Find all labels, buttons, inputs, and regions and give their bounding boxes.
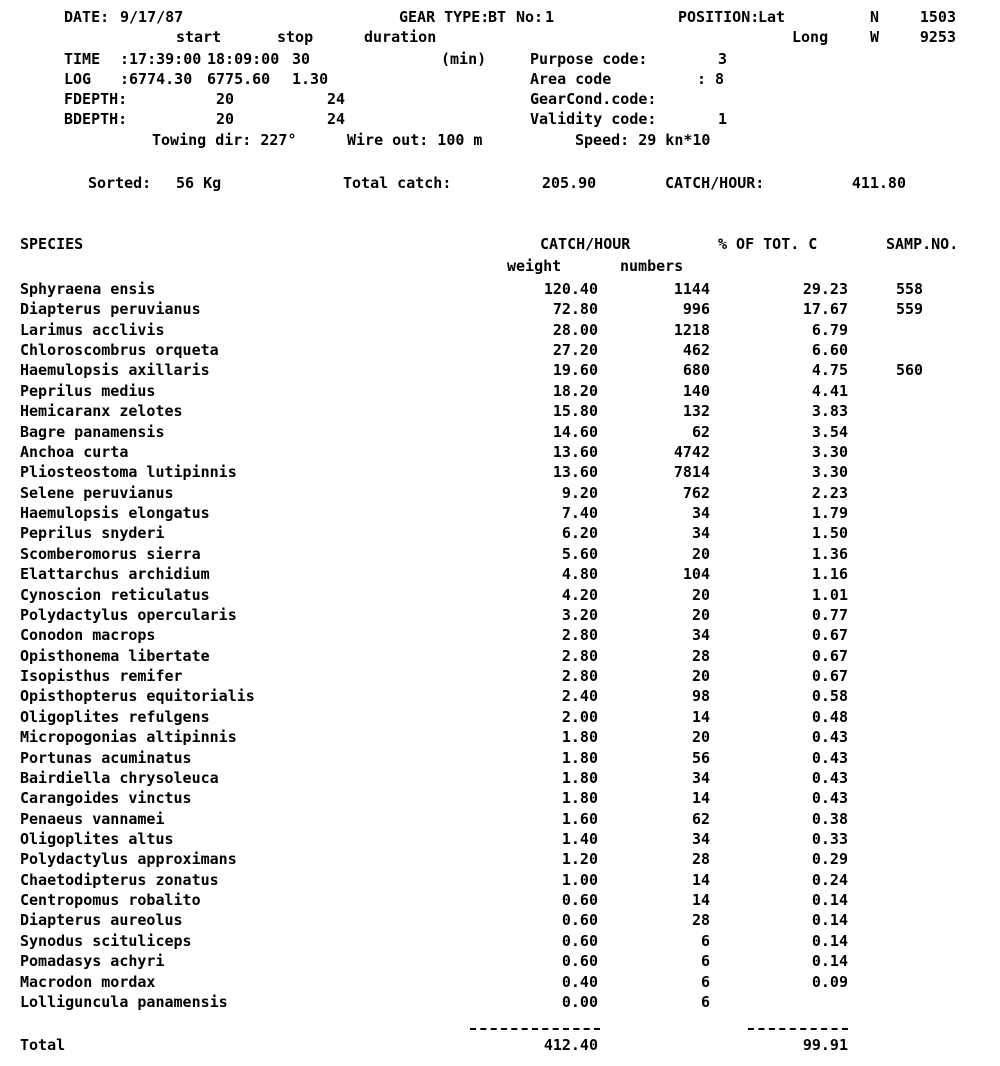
catch-numbers: 62 (691, 423, 710, 441)
catch-weight: 0.40 (561, 973, 598, 991)
species-name: Chaetodipterus zonatus (20, 871, 219, 889)
long-value: 9253 (919, 28, 956, 46)
log-stop: 6775.60 (207, 70, 271, 88)
species-name: Diapterus peruvianus (20, 300, 201, 318)
species-name: Chloroscombrus orqueta (20, 341, 219, 359)
lat-value: 1503 (919, 8, 956, 26)
catch-weight: 0.00 (561, 993, 598, 1011)
sample-number: 560 (896, 361, 924, 379)
percent-of-total: 3.83 (811, 402, 848, 420)
species-name: Sphyraena ensis (20, 280, 156, 298)
percent-total-column-header: % OF TOT. C (718, 235, 818, 253)
catch-weight: 0.60 (561, 952, 598, 970)
species-name: Bairdiella chrysoleuca (20, 769, 219, 787)
purpose-code-value: 3 (718, 50, 728, 68)
catch-numbers: 1218 (673, 321, 710, 339)
sample-number-column-header: SAMP.NO. (886, 235, 959, 253)
percent-total-rule (748, 1028, 848, 1030)
catch-weight: 2.80 (561, 647, 598, 665)
long-label: Long (792, 28, 829, 46)
catch-numbers: 6 (700, 952, 710, 970)
catch-numbers: 20 (691, 728, 710, 746)
percent-of-total: 0.43 (811, 789, 848, 807)
species-name: Peprilus snyderi (20, 524, 165, 542)
catch-numbers: 28 (691, 647, 710, 665)
catch-weight: 1.80 (561, 749, 598, 767)
gear-type-value: BT (488, 8, 507, 26)
catch-numbers: 762 (682, 484, 710, 502)
species-name: Larimus acclivis (20, 321, 165, 339)
catch-numbers: 7814 (673, 463, 710, 481)
species-name: Micropogonias altipinnis (20, 728, 237, 746)
species-name: Penaeus vannamei (20, 810, 165, 828)
percent-of-total: 1.01 (811, 586, 848, 604)
date-label: DATE: (64, 8, 110, 26)
catch-numbers: 104 (682, 565, 710, 583)
validity-code-label: Validity code: (530, 110, 657, 128)
bdepth-stop: 24 (327, 110, 346, 128)
percent-of-total: 0.43 (811, 749, 848, 767)
lat-label: Lat (758, 8, 786, 26)
species-name: Bagre panamensis (20, 423, 165, 441)
catch-numbers: 462 (682, 341, 710, 359)
catch-numbers: 28 (691, 850, 710, 868)
purpose-code-label: Purpose code: (530, 50, 648, 68)
species-name: Oligoplites altus (20, 830, 174, 848)
species-name: Peprilus medius (20, 382, 156, 400)
species-name: Polydactylus approximans (20, 850, 237, 868)
fdepth-stop: 24 (327, 90, 346, 108)
catch-weight: 0.60 (561, 891, 598, 909)
total-catch-value: 205.90 (542, 174, 597, 192)
catch-weight: 14.60 (552, 423, 598, 441)
percent-of-total: 4.41 (811, 382, 848, 400)
catch-numbers: 14 (691, 891, 710, 909)
catch-weight: 0.60 (561, 932, 598, 950)
percent-of-total: 0.14 (811, 932, 848, 950)
col-stop-label: stop (277, 28, 314, 46)
total-percent: 99.91 (802, 1036, 848, 1054)
catch-numbers: 4742 (673, 443, 710, 461)
species-name: Portunas acuminatus (20, 749, 192, 767)
total-weight: 412.40 (543, 1036, 598, 1054)
total-catch-label: Total catch: (343, 174, 452, 192)
percent-of-total: 0.14 (811, 952, 848, 970)
sample-number: 559 (896, 300, 924, 318)
total-label: Total (20, 1036, 66, 1054)
col-start-label: start (176, 28, 222, 46)
percent-of-total: 0.67 (811, 647, 848, 665)
percent-of-total: 0.67 (811, 667, 848, 685)
catch-weight: 3.20 (561, 606, 598, 624)
catch-weight: 5.60 (561, 545, 598, 563)
catch-numbers: 6 (700, 932, 710, 950)
gear-type-label: GEAR TYPE: (399, 8, 490, 26)
catch-weight: 2.00 (561, 708, 598, 726)
catch-weight: 13.60 (552, 443, 598, 461)
species-name: Scomberomorus sierra (20, 545, 201, 563)
species-name: Anchoa curta (20, 443, 129, 461)
catch-weight: 18.20 (552, 382, 598, 400)
species-name: Hemicaranx zelotes (20, 402, 183, 420)
species-name: Centropomus robalito (20, 891, 201, 909)
catch-hour-column-header: CATCH/HOUR (540, 235, 631, 253)
time-unit: (min) (441, 50, 487, 68)
percent-of-total: 0.77 (811, 606, 848, 624)
catch-numbers: 34 (691, 769, 710, 787)
sorted-label: Sorted: (88, 174, 152, 192)
catch-numbers: 6 (700, 993, 710, 1011)
numbers-subheader: numbers (620, 257, 684, 275)
log-duration: 1.30 (292, 70, 329, 88)
gearcond-code-label: GearCond.code: (530, 90, 657, 108)
catch-per-hour-value: 411.80 (851, 174, 906, 192)
catch-numbers: 62 (691, 810, 710, 828)
catch-weight: 19.60 (552, 361, 598, 379)
catch-numbers: 6 (700, 973, 710, 991)
fdepth-start: 20 (216, 90, 235, 108)
catch-weight: 1.40 (561, 830, 598, 848)
percent-of-total: 1.79 (811, 504, 848, 522)
catch-numbers: 20 (691, 667, 710, 685)
log-label: LOG (64, 70, 92, 88)
percent-of-total: 0.38 (811, 810, 848, 828)
species-name: Conodon macrops (20, 626, 156, 644)
catch-numbers: 34 (691, 504, 710, 522)
catch-numbers: 132 (682, 402, 710, 420)
log-start: :6774.30 (120, 70, 193, 88)
catch-weight: 120.40 (543, 280, 598, 298)
catch-weight: 6.20 (561, 524, 598, 542)
percent-of-total: 6.60 (811, 341, 848, 359)
species-name: Synodus scituliceps (20, 932, 192, 950)
weight-subheader: weight (507, 257, 562, 275)
time-stop: 18:09:00 (207, 50, 280, 68)
time-start: :17:39:00 (120, 50, 202, 68)
catch-weight: 2.80 (561, 667, 598, 685)
species-name: Macrodon mordax (20, 973, 156, 991)
position-label: POSITION: (678, 8, 760, 26)
catch-weight: 1.80 (561, 728, 598, 746)
wire-out: Wire out: 100 m (347, 131, 483, 149)
catch-weight: 15.80 (552, 402, 598, 420)
catch-numbers: 34 (691, 626, 710, 644)
validity-code-value: 1 (718, 110, 728, 128)
catch-weight: 2.80 (561, 626, 598, 644)
catch-numbers: 98 (691, 687, 710, 705)
catch-weight: 1.80 (561, 769, 598, 787)
area-code-label: Area code (530, 70, 612, 88)
catch-per-hour-label: CATCH/HOUR: (665, 174, 765, 192)
percent-of-total: 3.30 (811, 463, 848, 481)
percent-of-total: 0.24 (811, 871, 848, 889)
species-name: Haemulopsis elongatus (20, 504, 210, 522)
species-name: Elattarchus archidium (20, 565, 210, 583)
gear-no-label: No: (516, 8, 544, 26)
towing-direction: Towing dir: 227° (152, 131, 297, 149)
catch-weight: 28.00 (552, 321, 598, 339)
long-hemisphere: W (870, 28, 880, 46)
bdepth-label: BDEPTH: (64, 110, 128, 128)
catch-weight: 2.40 (561, 687, 598, 705)
catch-numbers: 996 (682, 300, 710, 318)
percent-of-total: 17.67 (802, 300, 848, 318)
percent-of-total: 0.67 (811, 626, 848, 644)
species-name: Selene peruvianus (20, 484, 174, 502)
species-name: Lolliguncula panamensis (20, 993, 228, 1011)
percent-of-total: 3.54 (811, 423, 848, 441)
species-name: Pliosteostoma lutipinnis (20, 463, 237, 481)
time-duration: 30 (292, 50, 311, 68)
species-name: Diapterus aureolus (20, 911, 183, 929)
towing-speed: Speed: 29 kn*10 (575, 131, 711, 149)
fdepth-label: FDEPTH: (64, 90, 128, 108)
sample-number: 558 (896, 280, 924, 298)
percent-of-total: 0.33 (811, 830, 848, 848)
catch-numbers: 34 (691, 524, 710, 542)
percent-of-total: 2.23 (811, 484, 848, 502)
gear-no-value: 1 (545, 8, 555, 26)
species-name: Polydactylus opercularis (20, 606, 237, 624)
catch-weight: 1.80 (561, 789, 598, 807)
species-name: Opisthonema libertate (20, 647, 210, 665)
percent-of-total: 0.14 (811, 891, 848, 909)
catch-numbers: 28 (691, 911, 710, 929)
catch-numbers: 56 (691, 749, 710, 767)
weight-total-rule (470, 1028, 600, 1030)
catch-numbers: 14 (691, 789, 710, 807)
catch-numbers: 14 (691, 708, 710, 726)
percent-of-total: 0.29 (811, 850, 848, 868)
catch-numbers: 20 (691, 606, 710, 624)
catch-numbers: 34 (691, 830, 710, 848)
catch-numbers: 20 (691, 586, 710, 604)
percent-of-total: 0.14 (811, 911, 848, 929)
percent-of-total: 1.16 (811, 565, 848, 583)
catch-numbers: 140 (682, 382, 710, 400)
percent-of-total: 1.50 (811, 524, 848, 542)
percent-of-total: 3.30 (811, 443, 848, 461)
percent-of-total: 0.48 (811, 708, 848, 726)
catch-weight: 7.40 (561, 504, 598, 522)
species-name: Isopisthus remifer (20, 667, 183, 685)
catch-weight: 72.80 (552, 300, 598, 318)
species-name: Haemulopsis axillaris (20, 361, 210, 379)
sorted-value: 56 Kg (176, 174, 222, 192)
catch-weight: 1.20 (561, 850, 598, 868)
col-duration-label: duration (364, 28, 437, 46)
percent-of-total: 0.09 (811, 973, 848, 991)
species-name: Opisthopterus equitorialis (20, 687, 255, 705)
catch-numbers: 680 (682, 361, 710, 379)
catch-weight: 4.20 (561, 586, 598, 604)
species-name: Pomadasys achyri (20, 952, 165, 970)
date-value: 9/17/87 (120, 8, 184, 26)
species-name: Cynoscion reticulatus (20, 586, 210, 604)
lat-hemisphere: N (870, 8, 880, 26)
time-label: TIME (64, 50, 101, 68)
percent-of-total: 6.79 (811, 321, 848, 339)
catch-numbers: 14 (691, 871, 710, 889)
catch-weight: 1.60 (561, 810, 598, 828)
percent-of-total: 1.36 (811, 545, 848, 563)
percent-of-total: 4.75 (811, 361, 848, 379)
catch-weight: 0.60 (561, 911, 598, 929)
catch-numbers: 20 (691, 545, 710, 563)
percent-of-total: 0.58 (811, 687, 848, 705)
catch-weight: 27.20 (552, 341, 598, 359)
catch-weight: 13.60 (552, 463, 598, 481)
percent-of-total: 0.43 (811, 728, 848, 746)
area-code-value: : 8 (697, 70, 725, 88)
species-name: Oligoplites refulgens (20, 708, 210, 726)
catch-weight: 1.00 (561, 871, 598, 889)
species-name: Carangoides vinctus (20, 789, 192, 807)
catch-weight: 9.20 (561, 484, 598, 502)
species-column-header: SPECIES (20, 235, 84, 253)
catch-weight: 4.80 (561, 565, 598, 583)
bdepth-start: 20 (216, 110, 235, 128)
percent-of-total: 0.43 (811, 769, 848, 787)
catch-numbers: 1144 (673, 280, 710, 298)
percent-of-total: 29.23 (802, 280, 848, 298)
